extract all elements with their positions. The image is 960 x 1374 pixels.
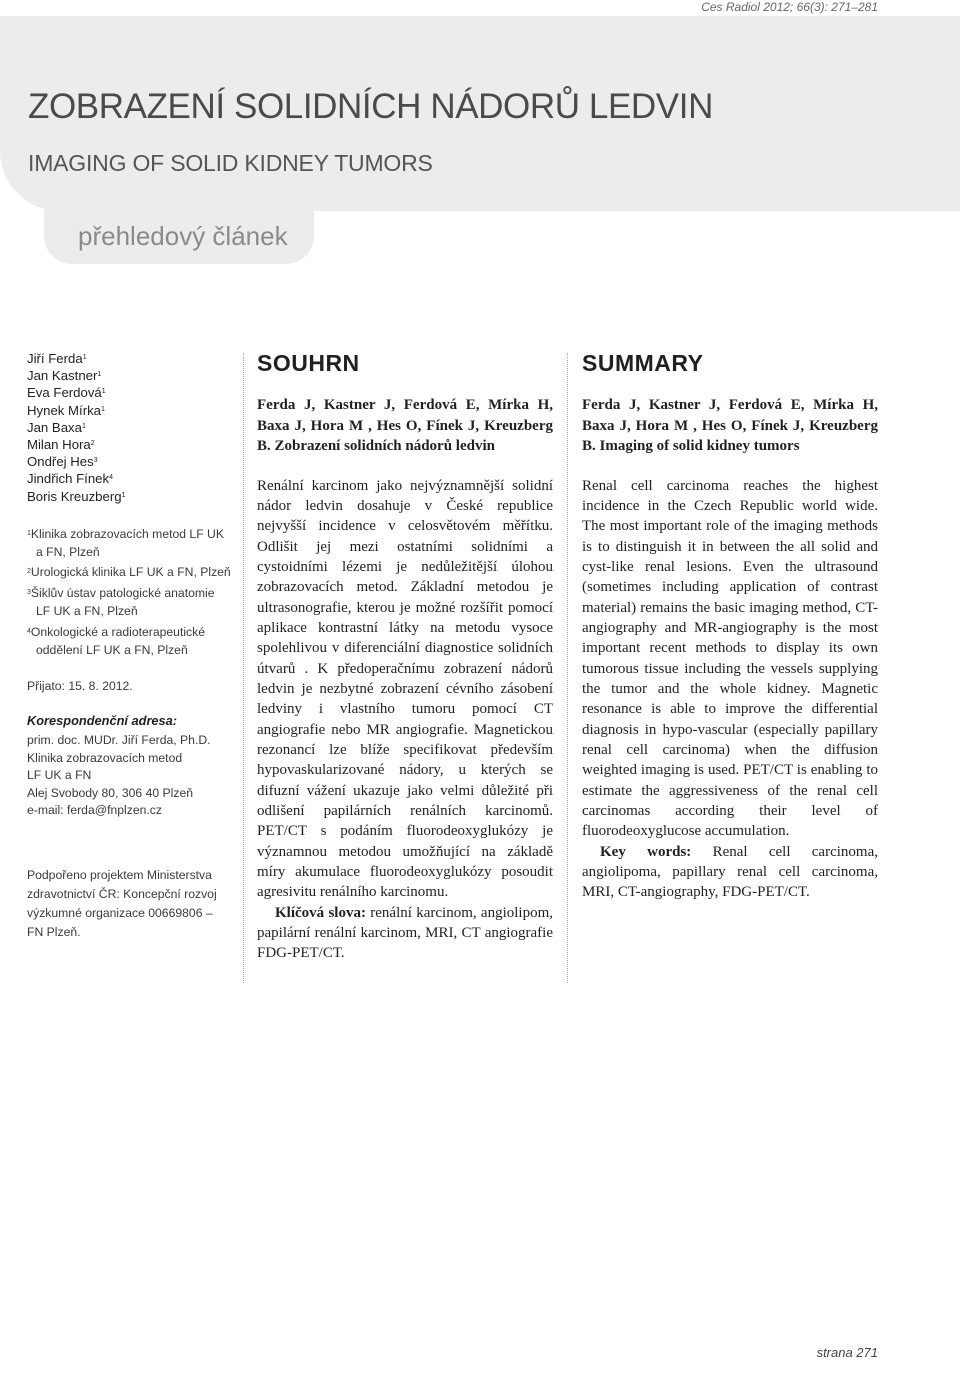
correspondence-address xyxy=(27,732,232,820)
author: Jiří Ferda$^1$ xyxy=(27,351,87,366)
souhrn-heading: SOUHRN xyxy=(257,350,360,376)
author: Jan Baxa$^1$ xyxy=(27,419,86,435)
author: Eva Ferdová$^1$ xyxy=(27,385,106,401)
keywords-label: Klíčová slova: xyxy=(275,904,366,921)
summary-heading: SUMMARY xyxy=(582,350,704,376)
column-divider xyxy=(243,353,244,983)
souhrn-text: Renální karcinom jako nejvýznamnější solidní nádor ledvin dosahuje v České republice nejvyšší incidence v celosvětovém měřítku. Odlišit jej mezi ostatními solidními a cystoidními lézemi je nedůležitější úlohou zobrazovacích metod. Základní metodou je ultrasonografie, kterou je možné rozšířit pomocí aplikace kontrastní látky na metodu vysoce spolehlivou v diferenciální diagnostice solidních útvarů . K předoperačnímu zobrazení nádorů ledvin je nezbytné zobrazení cévního zásobení ledviny i vlastního tumoru pomocí CT angiografie nebo MR angiografie. Magnetickou rezonancí lze blíže specifikovat především hypovaskularizované nádory, u kterých se difuzní vážení ukazuje jako velmi důležité při odlišení papilárních renálních karcinomů. PET/CT s podáním fluorodeoxyglukózy je významnou metodou umožňující na základě míry akumulace fluorodeoxyglukózy posoudit agresivitu renálního karcinomu. xyxy=(257,477,553,901)
affiliation: $^3$Šiklův ústav patologické anatomie LF UK a FN, Plzeň xyxy=(27,586,215,619)
summary-citation: Ferda J, Kastner J, Ferdová E, Mírka H, Baxa J, Hora M , Hes O, Fínek J, Kreuzberg B. Imaging of solid kidney tumors xyxy=(582,397,878,454)
correspondence-line: prim. doc. MUDr. Jiří Ferda, Ph.D. xyxy=(27,733,211,748)
author-list xyxy=(27,350,232,505)
summary-column xyxy=(582,350,878,903)
souhrn-keywords xyxy=(257,903,553,964)
article-title-czech: ZOBRAZENÍ SOLIDNÍCH NÁDORŮ LEDVIN xyxy=(28,87,713,126)
author: Milan Hora$^2$ xyxy=(27,437,95,453)
keywords-label: Key words: xyxy=(600,843,692,860)
affiliation-list xyxy=(27,526,232,660)
keywords-value: renální karcinom, angiolipom, papilární renální karcinom, MRI, CT angiografie FDG-PET/CT. xyxy=(257,904,553,962)
article-type-label: přehledový článek xyxy=(78,221,288,251)
author: Jindřich Fínek$^4$ xyxy=(27,471,113,487)
journal-reference: Ces Radiol 2012; 66(3): 271–281 xyxy=(701,0,878,14)
correspondence-email[interactable]: e-mail: ferda@fnplzen.cz xyxy=(27,803,162,818)
author-info-column xyxy=(27,350,232,942)
page-number: strana 271 xyxy=(816,1345,878,1360)
received-date: Přijato: 15. 8. 2012. xyxy=(27,679,133,694)
article-title-english: IMAGING OF SOLID KIDNEY TUMORS xyxy=(28,150,433,176)
author: Boris Kreuzberg$^1$ xyxy=(27,488,126,504)
correspondence-heading: Korespondenční adresa: xyxy=(27,713,178,729)
author: Hynek Mírka$^1$ xyxy=(27,402,105,418)
column-divider xyxy=(567,353,568,983)
affiliation: $^2$Urologická klinika LF UK a FN, Plzeň xyxy=(27,565,231,580)
affiliation: $^1$Klinika zobrazovacích metod LF UK a FN, Plzeň xyxy=(27,526,224,559)
correspondence-line: LF UK a FN xyxy=(27,768,92,783)
correspondence-line: Klinika zobrazovacích metod xyxy=(27,750,183,765)
souhrn-column xyxy=(257,350,553,964)
summary-text: Renal cell carcinoma reaches the highest incidence in the Czech Republic world wide. The most important role of the imaging methods is to distinguish it in between the all solid and cyst-like renal lesions. Even the ultrasound (sometimes including application of contrast material) remains the basic imaging method, CT-angiography and MR-angiography is the most important recent methods to display its own tumorous tissue including the vessels supplying the tumor and the whole kidney. Magnetic resonance is able to improve the differential diagnosis in hypo-vascular (especially papillary renal cell carcinoma) when the diffusion weighted imaging is used. PET/CT is enabling to estimate the aggressiveness of the renal cell carcinomas according their level of fluorodeoxyglucose accumulation. xyxy=(582,477,878,840)
keywords-value: Renal cell carcinoma, angiolipoma, papillary renal cell carcinoma, MRI, CT-angiography, FDG-PET/CT. xyxy=(582,843,878,901)
correspondence-line: Alej Svobody 80, 306 40 Plzeň xyxy=(27,785,194,800)
affiliation: $^4$Onkologické a radioterapeutické oddělení LF UK a FN, Plzeň xyxy=(27,624,206,657)
summary-keywords xyxy=(582,842,878,903)
souhrn-citation: Ferda J, Kastner J, Ferdová E, Mírka H, Baxa J, Hora M , Hes O, Fínek J, Kreuzberg B. Zobrazení solidních nádorů ledvin xyxy=(257,397,553,454)
author: Jan Kastner$^1$ xyxy=(27,368,102,384)
funding-note: Podpořeno projektem Ministerstva zdravotnictví ČR: Koncepční rozvoj výzkumné organizace 00669806 – FN Plzeň. xyxy=(27,867,217,939)
author: Ondřej Hes$^3$ xyxy=(27,454,98,470)
